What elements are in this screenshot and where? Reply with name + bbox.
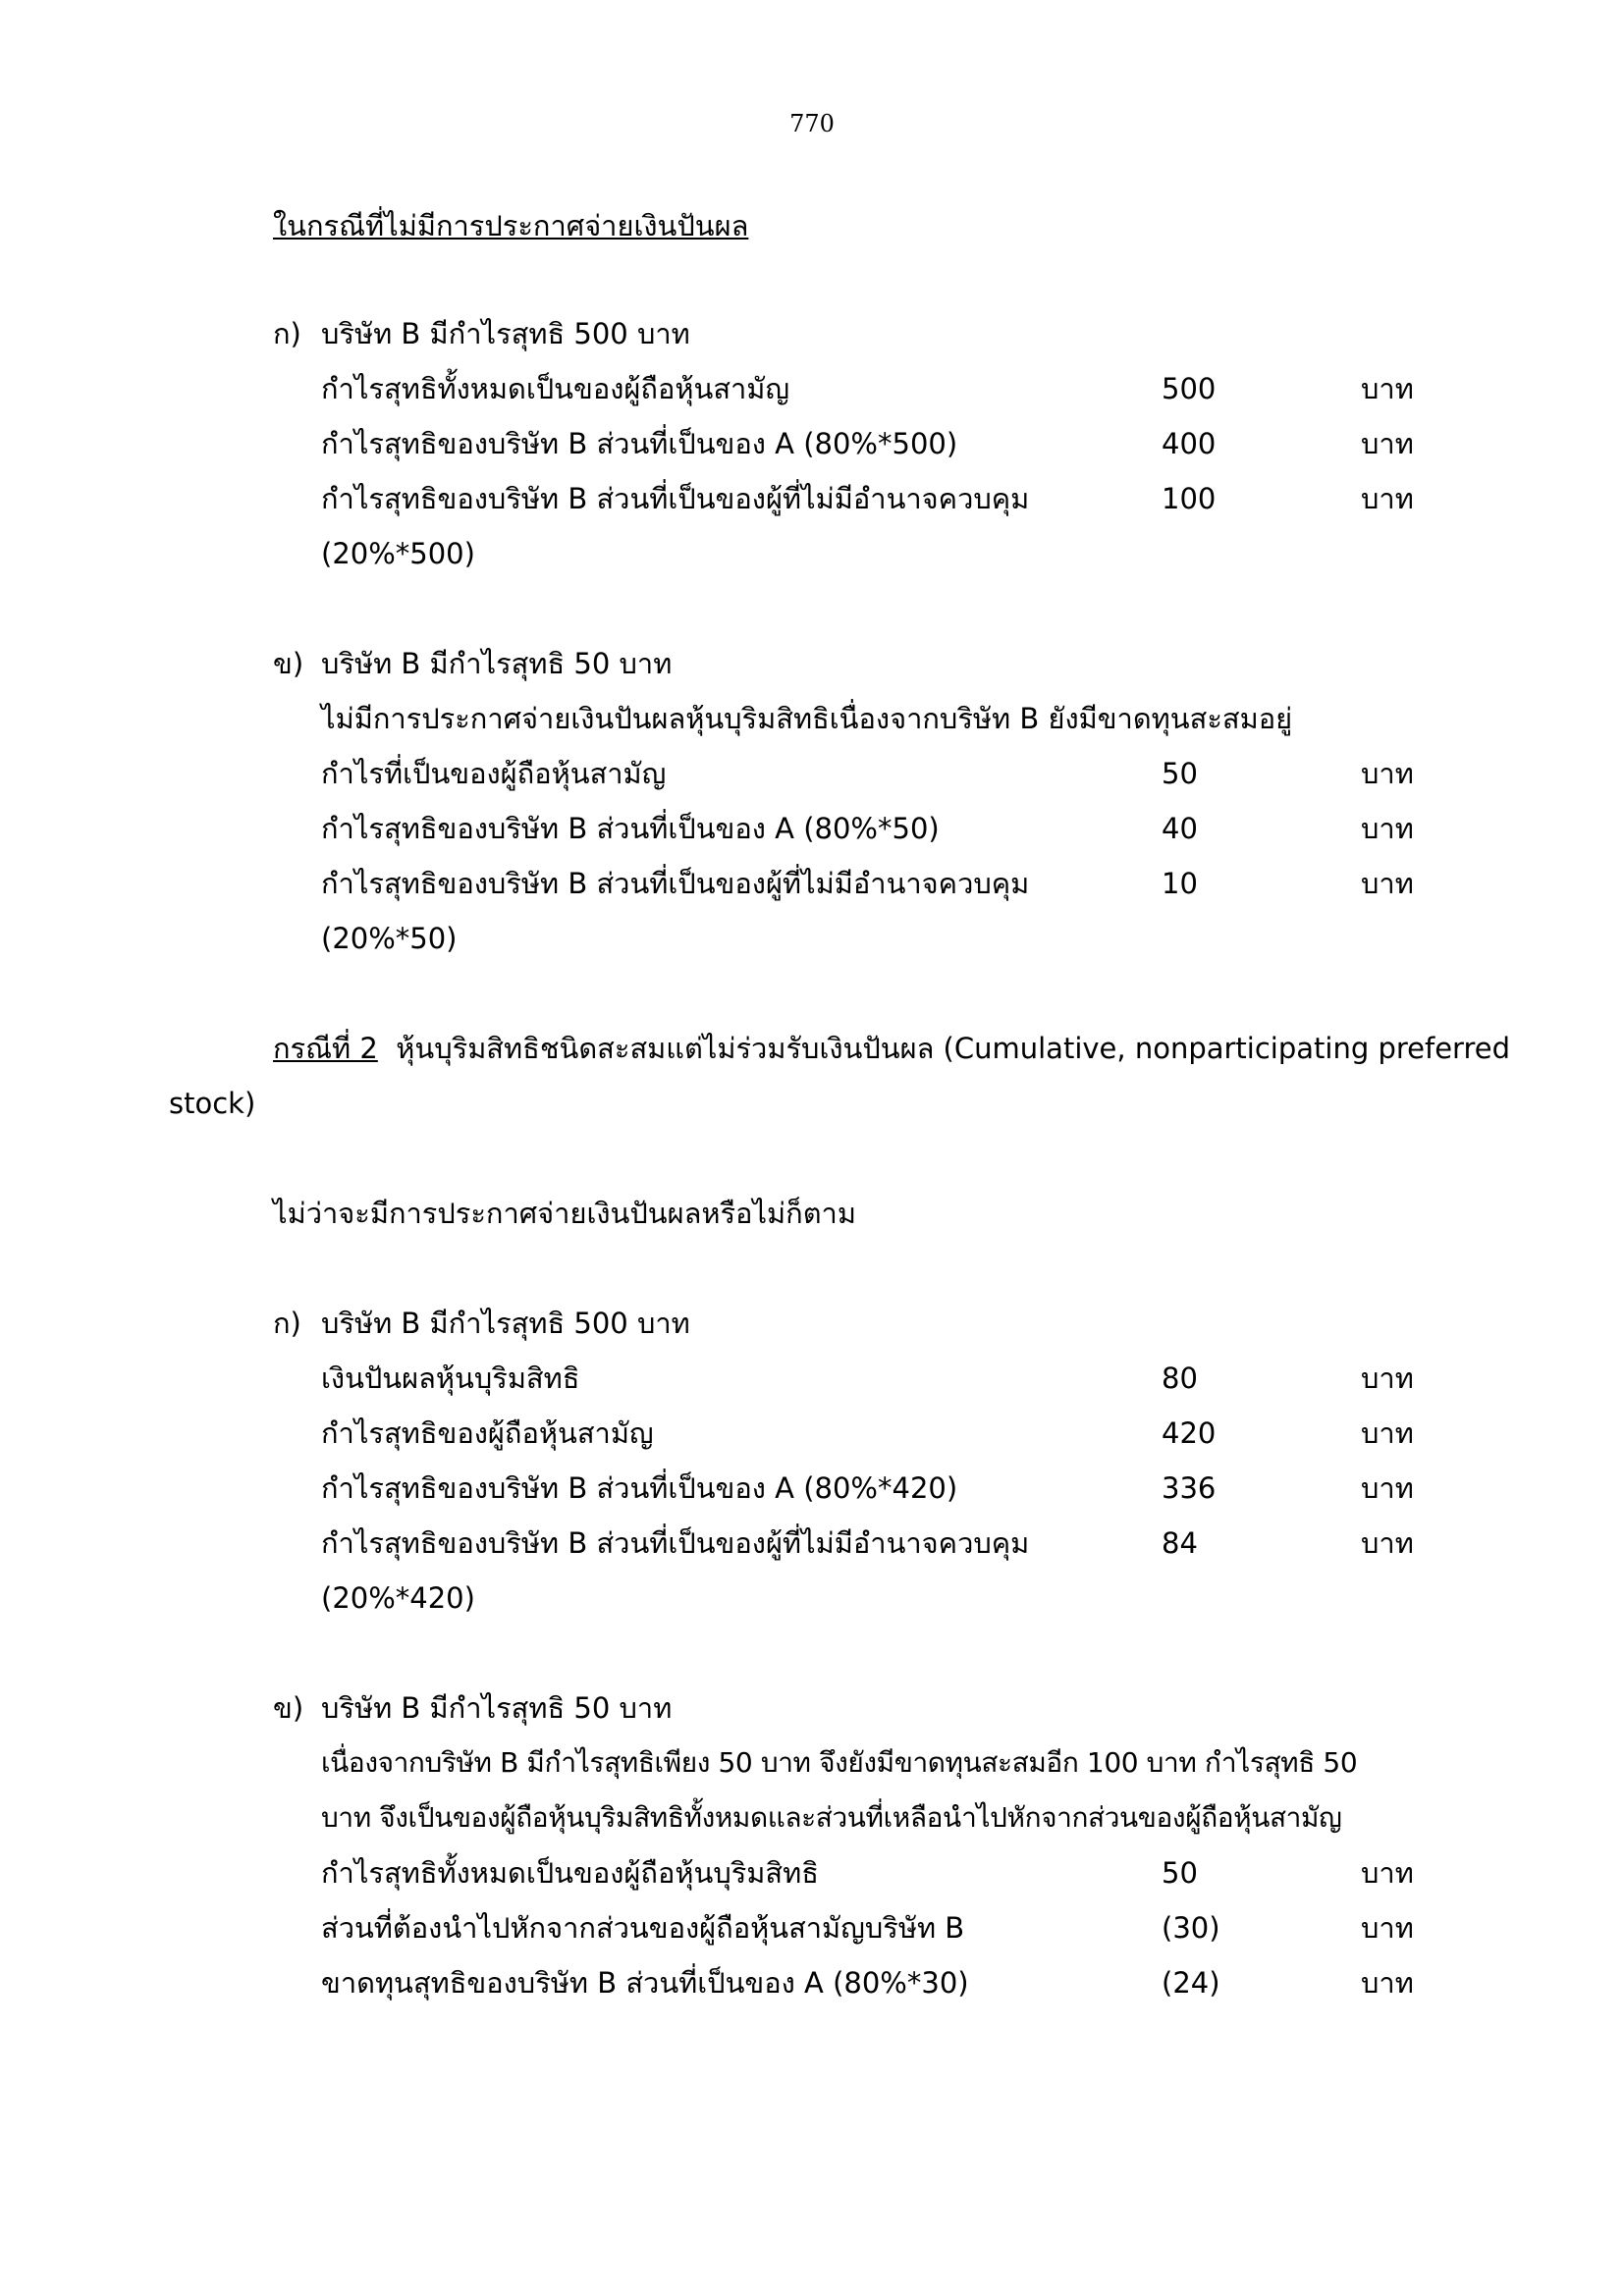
row-unit: บาท — [1361, 1526, 1414, 1560]
row-unit: บาท — [1361, 1362, 1414, 1395]
item-heading-text: บริษัท B มีกำไรสุทธิ 50 บาท — [321, 647, 673, 680]
case-label: กรณีที่ 2 — [273, 1032, 378, 1065]
row-unit: บาท — [1361, 757, 1414, 790]
row-value: 50 — [1162, 757, 1198, 790]
row-unit: บาท — [1361, 482, 1414, 515]
row-label: กำไรสุทธิของบริษัท B ส่วนที่เป็นของผู้ที่ไม่มีอำนาจควบคุม — [321, 1526, 1030, 1560]
row-unit: บาท — [1361, 1471, 1414, 1505]
row-value: 400 — [1162, 427, 1217, 460]
row-value: 84 — [1162, 1526, 1198, 1560]
item-heading — [273, 1296, 690, 1351]
item-marker: ข) — [273, 647, 304, 680]
row-value: 10 — [1162, 867, 1198, 900]
row-unit: บาท — [1361, 867, 1414, 900]
row-unit: บาท — [1361, 1966, 1414, 2000]
item-paragraph-line: เนื่องจากบริษัท B มีกำไรสุทธิเพียง 50 บาท จึงยังมีขาดทุนสะสมอีก 100 บาท กำไรสุทธิ 50 — [321, 1746, 1358, 1779]
item-heading-text: บริษัท B มีกำไรสุทธิ 500 บาท — [321, 1307, 690, 1340]
row-continuation: (20%*420) — [321, 1581, 475, 1615]
row-unit: บาท — [1361, 1856, 1414, 1890]
row-value: 500 — [1162, 372, 1217, 405]
case-heading — [273, 1021, 1511, 1076]
row-value: 420 — [1162, 1416, 1217, 1450]
row-value: 50 — [1162, 1856, 1198, 1890]
row-label: กำไรสุทธิของบริษัท B ส่วนที่เป็นของผู้ที่ไม่มีอำนาจควบคุม — [321, 482, 1030, 515]
row-label: กำไรสุทธิของบริษัท B ส่วนที่เป็นของ A (80%*500) — [321, 427, 958, 460]
row-value: 80 — [1162, 1362, 1198, 1395]
row-label: กำไรสุทธิของบริษัท B ส่วนที่เป็นของผู้ที่ไม่มีอำนาจควบคุม — [321, 867, 1030, 900]
row-unit: บาท — [1361, 1416, 1414, 1450]
row-value: 336 — [1162, 1471, 1217, 1505]
row-value: (30) — [1162, 1911, 1220, 1945]
row-label: ขาดทุนสุทธิของบริษัท B ส่วนที่เป็นของ A (80%*30) — [321, 1966, 969, 2000]
row-label: ส่วนที่ต้องนำไปหักจากส่วนของผู้ถือหุ้นสามัญบริษัท B — [321, 1911, 965, 1945]
item-heading-text: บริษัท B มีกำไรสุทธิ 500 บาท — [321, 317, 690, 350]
row-label: กำไรสุทธิทั้งหมดเป็นของผู้ถือหุ้นสามัญ — [321, 372, 790, 405]
row-unit: บาท — [1361, 427, 1414, 460]
item-paragraph-line: บาท จึงเป็นของผู้ถือหุ้นบุริมสิทธิทั้งหมดและส่วนที่เหลือนำไปหักจากส่วนของผู้ถือหุ้นสามัญ — [321, 1801, 1342, 1834]
row-value: 100 — [1162, 482, 1217, 515]
row-label: กำไรสุทธิทั้งหมดเป็นของผู้ถือหุ้นบุริมสิทธิ — [321, 1856, 819, 1890]
row-label: เงินปันผลหุ้นบุริมสิทธิ — [321, 1362, 580, 1395]
row-label: กำไรที่เป็นของผู้ถือหุ้นสามัญ — [321, 757, 667, 790]
item-marker: ก) — [273, 317, 301, 350]
row-unit: บาท — [1361, 372, 1414, 405]
row-value: (24) — [1162, 1966, 1220, 2000]
section-intro: ไม่ว่าจะมีการประกาศจ่ายเงินปันผลหรือไม่ก็ตาม — [273, 1197, 856, 1230]
item-heading — [273, 636, 672, 691]
item-heading — [273, 1681, 672, 1735]
row-continuation: (20%*500) — [321, 537, 475, 570]
row-continuation: (20%*50) — [321, 922, 458, 955]
case-text: หุ้นบุริมสิทธิชนิดสะสมแต่ไม่ร่วมรับเงินปันผล (Cumulative, nonparticipating preferred — [396, 1032, 1511, 1065]
row-unit: บาท — [1361, 1911, 1414, 1945]
row-label: กำไรสุทธิของบริษัท B ส่วนที่เป็นของ A (80%*50) — [321, 812, 940, 845]
row-unit: บาท — [1361, 812, 1414, 845]
page-number: 770 — [789, 110, 835, 137]
row-value: 40 — [1162, 812, 1198, 845]
case-text-continued: stock) — [169, 1087, 256, 1120]
item-heading-text: บริษัท B มีกำไรสุทธิ 50 บาท — [321, 1691, 673, 1725]
section-title: ในกรณีที่ไม่มีการประกาศจ่ายเงินปันผล — [273, 209, 749, 242]
item-marker: ก) — [273, 1307, 301, 1340]
row-label: กำไรสุทธิของผู้ถือหุ้นสามัญ — [321, 1416, 654, 1450]
item-note: ไม่มีการประกาศจ่ายเงินปันผลหุ้นบุริมสิทธิเนื่องจากบริษัท B ยังมีขาดทุนสะสมอยู่ — [321, 702, 1293, 735]
item-marker: ข) — [273, 1691, 304, 1725]
row-label: กำไรสุทธิของบริษัท B ส่วนที่เป็นของ A (80%*420) — [321, 1471, 958, 1505]
item-heading — [273, 306, 690, 361]
